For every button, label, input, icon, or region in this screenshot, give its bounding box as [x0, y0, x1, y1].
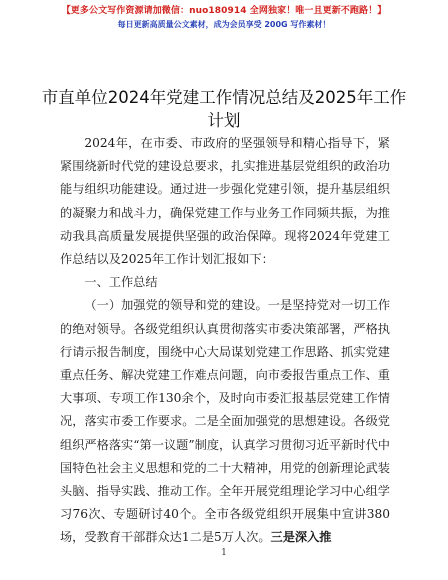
- subsection-label: （一）加强党的领导和党的建设。: [84, 298, 268, 313]
- document-title: 市直单位2024年党建工作情况总结及2025年工作计划: [41, 88, 407, 130]
- section-heading-summary: 一、工作总结: [84, 275, 158, 290]
- subsection-tail-bold: 三是深入推: [270, 530, 332, 545]
- subsection-text: 一是坚持党对一切工作的绝对领导。各级党组织认真贯彻落实市委决策部署，严格执行请示报告制度，围绕中心大局谋划党建工作思路、抓实党建重点任务、解决党建工作难点问题，向市委报告重点工作、重大事项、专项工作130余个，及时向市委汇报基层党建工作情况，落实市委工作要求。二是全面加强党的思想建设。各级党组织严格落实“第一议题”制度，认真学习贯彻习近平新时代中国特色社会主义思想和党的二十大精神，用党的创新理论武装头脑、指导实践、推动工作。全年开展党组理论学习中心组学习76次、专题研讨40个。全市各级党组织开展集中宣讲380场，受教育干部群众达1二是5万人次。: [60, 298, 391, 545]
- promo-line-wechat: 【更多公文写作资源请加微信：nuo180914 全网独家！唯一且更新不跑路！】: [61, 6, 387, 16]
- page-number: 1: [221, 548, 227, 558]
- promo-banner: [0, 6, 448, 30]
- intro-paragraph: 2024年，在市委、市政府的坚强领导和精心指导下，紧紧围绕新时代党的建设总要求，扎实推进基层党组织的政治功能与组织功能建设。通过进一步强化党建引领，提升基层组织的凝聚力和战斗力，确保党建工作与业务工作同频共振，为推动我具高质量发展提供坚强的政治保障。现将2024年党建工作总结以及2025年工作计划汇报如下：: [60, 136, 390, 267]
- subsection-paragraph: [60, 294, 390, 549]
- promo-line-membership: 每日更新高质量公文素材，成为会员享受 200G 写作素材！: [117, 20, 331, 29]
- document-body: [60, 132, 390, 550]
